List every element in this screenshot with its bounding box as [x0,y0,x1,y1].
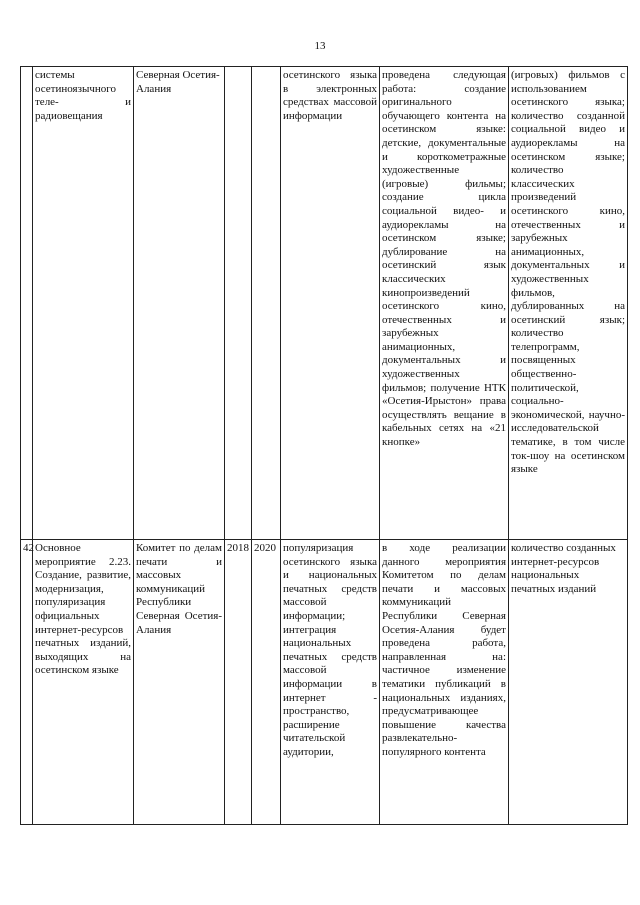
measures-table [20,66,628,825]
indicators-cell: (игровых) фильмов с использованием осетинского языка; количество созданной социальной видео и аудиорекламы на осетинском языке; количество классических произведений осетинского кино, отечественных и зарубежных анимационных, документальных и художественных фильмов, дублированных на осетинский язык; количество телепрограмм, посвященных общественно-политической, социально-экономической, научно-исследовательской тематике, в том числе ток-шоу на осетинском языке [509,67,628,540]
result-cell: в ходе реализации данного мероприятия Комитетом по делам печати и массовых коммуникаций Республики Северная Осетия-Алания будет проведена работа, направленная на: частичное изменение тематики публикаций в национальных изданиях, предусматривающее повышение качества развлекательно-популярного контента [380,540,509,825]
row-number-cell [21,67,33,540]
executor-cell: Северная Осетия-Алания [134,67,225,540]
year-start-cell [225,67,252,540]
year-start-cell: 2018 [225,540,252,825]
goal-cell: популяризация осетинского языка и национальных печатных средств массовой информации; интеграция национальных печатных средств массовой информации в интернет - пространство, расширение читательской аудитории, [281,540,380,825]
year-end-cell [252,67,281,540]
indicators-cell: количество созданных интернет-ресурсов национальных печатных изданий [509,540,628,825]
year-end-cell: 2020 [252,540,281,825]
table-row [21,67,628,540]
result-cell: проведена следующая работа: создание оригинального обучающего контента на осетинском языке: детские, документальные и короткометражные художественные (игровые) фильмы; создание цикла социальной видео- и аудиорекламы на осетинском языке; дублирование на осетинский язык классических кинопроизведений осетинского кино, отечественных и зарубежных анимационных, документальных и художественных фильмов; получение НТК «Осетия-Ирыстон» права осуществлять вещание в кабельных сетях на «21 кнопке» [380,67,509,540]
row-number-cell: 42 [21,540,33,825]
measure-name-cell: системы осетиноязычного теле- и радиовещания [33,67,134,540]
page-number: 13 [314,40,326,52]
measure-name-cell: Основное мероприятие 2.23. Создание, развитие, модернизация, популяризация официальных интернет-ресурсов печатных изданий, выходящих на осетинском языке [33,540,134,825]
goal-cell: осетинского языка в электронных средствах массовой информации [281,67,380,540]
executor-cell: Комитет по делам печати и массовых коммуникаций Республики Северная Осетия-Алания [134,540,225,825]
table-row [21,540,628,825]
